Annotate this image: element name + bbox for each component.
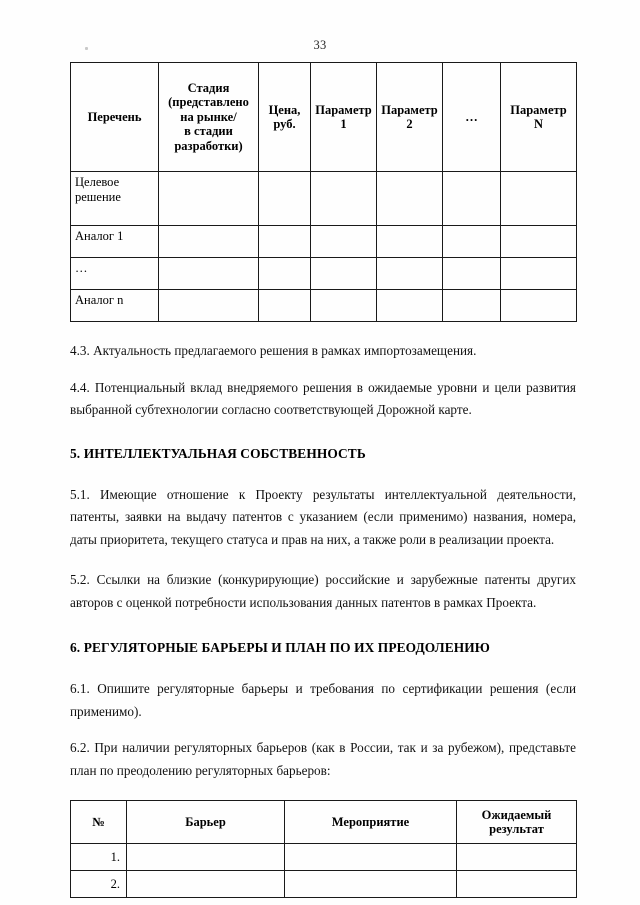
- header-param2-line2: 2: [406, 117, 413, 131]
- spacer: [70, 322, 576, 340]
- header-cell-paramn: [501, 63, 577, 172]
- header-stadia-line5: разработки): [174, 138, 243, 153]
- cell-empty-paramn[interactable]: [501, 290, 577, 322]
- table-row: [71, 871, 577, 898]
- row-label-analog-1: Аналог 1: [71, 226, 159, 258]
- cell-empty-paramn[interactable]: [501, 258, 577, 290]
- comparison-table-header-row: [71, 63, 577, 172]
- cell-empty-stadia[interactable]: [159, 172, 259, 226]
- cell-empty-cena[interactable]: [259, 226, 311, 258]
- cell-empty-ellipsis[interactable]: [443, 172, 501, 226]
- cell-empty-param2[interactable]: [377, 226, 443, 258]
- cell-empty-event[interactable]: [285, 844, 457, 871]
- heading-section-6: 6. РЕГУЛЯТОРНЫЕ БАРЬЕРЫ И ПЛАН ПО ИХ ПРЕОДОЛЕНИЮ: [70, 640, 490, 655]
- header-cell-ellipsis: …: [443, 63, 501, 172]
- barriers-plan-table: [70, 800, 577, 898]
- cell-empty-cena[interactable]: [259, 172, 311, 226]
- header-cell-param2: [377, 63, 443, 172]
- cell-empty-cena[interactable]: [259, 290, 311, 322]
- header-cell-expected-result: [457, 801, 577, 844]
- header-param1-line1: Параметр: [315, 102, 372, 117]
- header-cell-perechen: Перечень: [71, 63, 159, 172]
- barriers-table-header-row: [71, 801, 577, 844]
- header-cell-event: Мероприятие: [285, 801, 457, 844]
- cell-empty-barrier[interactable]: [127, 844, 285, 871]
- spacer: [70, 464, 576, 484]
- table-row: [71, 226, 577, 258]
- spacer: [70, 363, 576, 377]
- cell-empty-ellipsis[interactable]: [443, 258, 501, 290]
- paragraph-4-3: 4.3. Актуальность предлагаемого решения в рамках импортозамещения.: [70, 343, 477, 358]
- row-label-analog-n: Аналог n: [71, 290, 159, 322]
- row-number: 1.: [71, 844, 127, 871]
- table-row: [71, 844, 577, 871]
- spacer: [70, 614, 576, 638]
- cell-empty-param2[interactable]: [377, 172, 443, 226]
- header-stadia-line1: Стадия: [187, 80, 230, 95]
- row-label-line2: решение: [75, 189, 121, 204]
- table-row: [71, 172, 577, 226]
- header-stadia-line2: (представлено: [168, 95, 249, 110]
- cell-empty-event[interactable]: [285, 871, 457, 898]
- heading-section-5: 5. ИНТЕЛЛЕКТУАЛЬНАЯ СОБСТВЕННОСТЬ: [70, 445, 366, 461]
- row-label-line1: Целевое: [75, 175, 120, 189]
- cell-empty-ellipsis[interactable]: [443, 226, 501, 258]
- paragraph-6-1: 6.1. Опишите регуляторные барьеры и требования по сертификации решения (если применимо).: [70, 681, 576, 719]
- header-cena-line2: руб.: [273, 117, 296, 131]
- header-cell-param1: [311, 63, 377, 172]
- table-row: [71, 258, 577, 290]
- row-label-ellipsis: …: [71, 258, 159, 290]
- row-label-target-solution: [71, 172, 159, 226]
- cell-empty-paramn[interactable]: [501, 172, 577, 226]
- cell-empty-param1[interactable]: [311, 258, 377, 290]
- header-cell-number: №: [71, 801, 127, 844]
- row-number: 2.: [71, 871, 127, 898]
- spacer: [70, 422, 576, 444]
- header-cena-line1: Цена,: [268, 102, 301, 117]
- cell-empty-stadia[interactable]: [159, 226, 259, 258]
- cell-empty-cena[interactable]: [259, 258, 311, 290]
- cell-empty-param2[interactable]: [377, 290, 443, 322]
- spacer: [70, 723, 576, 737]
- cell-empty-param1[interactable]: [311, 290, 377, 322]
- cell-empty-param1[interactable]: [311, 172, 377, 226]
- cell-empty-stadia[interactable]: [159, 290, 259, 322]
- header-paramn-line2: N: [533, 117, 544, 131]
- header-result-line1: Ожидаемый: [481, 807, 552, 822]
- spacer: [70, 658, 576, 678]
- table-row: [71, 290, 577, 322]
- header-param2-line1: Параметр: [381, 102, 438, 117]
- header-result-line2: результат: [489, 822, 544, 836]
- page-content: [70, 62, 576, 898]
- cell-empty-ellipsis[interactable]: [443, 290, 501, 322]
- header-param1-line2: 1: [340, 117, 347, 131]
- header-stadia-line3: на рынке/: [180, 109, 237, 124]
- header-stadia-line4: в стадии: [184, 124, 233, 139]
- cell-empty-param2[interactable]: [377, 258, 443, 290]
- cell-empty-result[interactable]: [457, 871, 577, 898]
- paragraph-5-2: 5.2. Ссылки на близкие (конкурирующие) российские и зарубежные патенты других авторов с оценкой потребности использования данных патентов в рамках Проекта.: [70, 572, 576, 610]
- header-cell-stadia: [159, 63, 259, 172]
- header-paramn-line1: Параметр: [510, 102, 567, 117]
- spacer: [70, 551, 576, 569]
- page-number: 33: [313, 38, 327, 52]
- spacer: [70, 782, 576, 800]
- paragraph-5-1: 5.1. Имеющие отношение к Проекту результаты интеллектуальной деятельности, патенты, заявки на выдачу патентов с указанием (если применимо) названия, номера, даты приоритета, текущего статуса и прав на них, а также роли в реализации проекта.: [70, 486, 576, 547]
- header-cell-barrier: Барьер: [127, 801, 285, 844]
- cell-empty-paramn[interactable]: [501, 226, 577, 258]
- header-cell-cena: [259, 63, 311, 172]
- cell-empty-param1[interactable]: [311, 226, 377, 258]
- cell-empty-barrier[interactable]: [127, 871, 285, 898]
- cell-empty-result[interactable]: [457, 844, 577, 871]
- comparison-table: [70, 62, 577, 322]
- paragraph-4-4: 4.4. Потенциальный вклад внедряемого решения в ожидаемые уровни и цели развития выбранной субтехнологии согласно соответствующей Дорожной карте.: [70, 379, 576, 417]
- paragraph-6-2: 6.2. При наличии регуляторных барьеров (как в России, так и за рубежом), представьте план по преодолению регуляторных барьеров:: [70, 740, 576, 778]
- cell-empty-stadia[interactable]: [159, 258, 259, 290]
